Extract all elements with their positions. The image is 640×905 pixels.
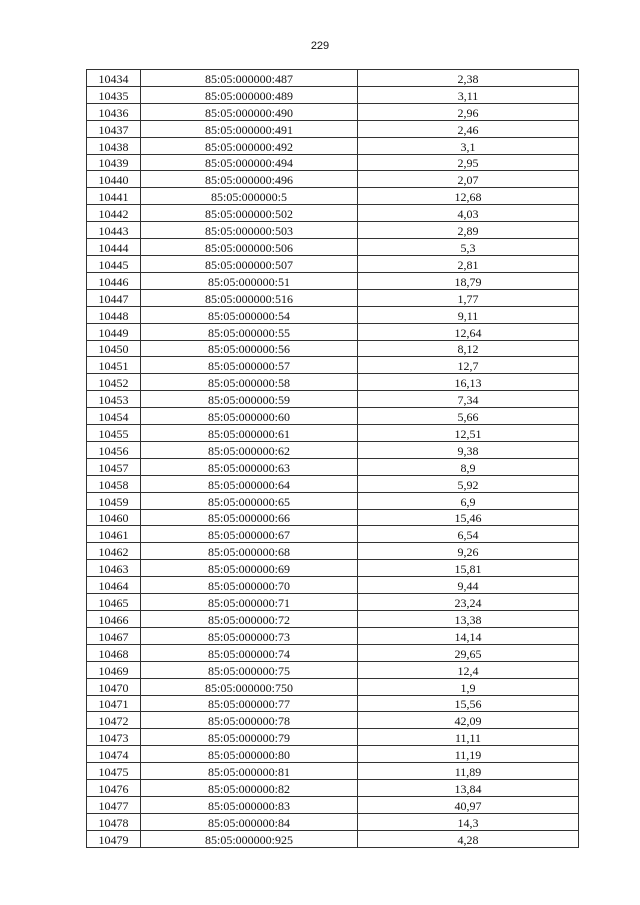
- table-row: [87, 357, 579, 374]
- area-value-cell: 4,28: [358, 830, 579, 847]
- area-value-cell: 5,3: [358, 239, 579, 256]
- table-row: [87, 120, 579, 137]
- table-row: [87, 661, 579, 678]
- table-row: [87, 86, 579, 103]
- row-number-cell: 10461: [87, 526, 141, 543]
- row-number-cell: 10478: [87, 813, 141, 830]
- table-row: [87, 205, 579, 222]
- table-row: [87, 323, 579, 340]
- area-value-cell: 2,38: [358, 70, 579, 87]
- area-value-cell: 12,7: [358, 357, 579, 374]
- table-row: [87, 611, 579, 628]
- registry-table: [86, 69, 579, 848]
- table-row: [87, 813, 579, 830]
- cadastral-number-cell: 85:05:000000:487: [141, 70, 358, 87]
- cadastral-number-cell: 85:05:000000:74: [141, 644, 358, 661]
- table-row: [87, 526, 579, 543]
- area-value-cell: 14,14: [358, 627, 579, 644]
- cadastral-number-cell: 85:05:000000:55: [141, 323, 358, 340]
- area-value-cell: 9,11: [358, 306, 579, 323]
- cadastral-number-cell: 85:05:000000:491: [141, 120, 358, 137]
- cadastral-number-cell: 85:05:000000:67: [141, 526, 358, 543]
- area-value-cell: 9,26: [358, 543, 579, 560]
- cadastral-number-cell: 85:05:000000:57: [141, 357, 358, 374]
- row-number-cell: 10467: [87, 627, 141, 644]
- table-row: [87, 103, 579, 120]
- cadastral-number-cell: 85:05:000000:78: [141, 712, 358, 729]
- row-number-cell: 10463: [87, 560, 141, 577]
- area-value-cell: 2,96: [358, 103, 579, 120]
- cadastral-number-cell: 85:05:000000:71: [141, 594, 358, 611]
- area-value-cell: 2,81: [358, 255, 579, 272]
- cadastral-number-cell: 85:05:000000:507: [141, 255, 358, 272]
- row-number-cell: 10476: [87, 780, 141, 797]
- table-row: [87, 729, 579, 746]
- area-value-cell: 12,51: [358, 425, 579, 442]
- area-value-cell: 5,92: [358, 475, 579, 492]
- row-number-cell: 10442: [87, 205, 141, 222]
- row-number-cell: 10445: [87, 255, 141, 272]
- area-value-cell: 12,68: [358, 188, 579, 205]
- row-number-cell: 10449: [87, 323, 141, 340]
- cadastral-number-cell: 85:05:000000:58: [141, 374, 358, 391]
- row-number-cell: 10456: [87, 441, 141, 458]
- area-value-cell: 7,34: [358, 391, 579, 408]
- area-value-cell: 15,81: [358, 560, 579, 577]
- row-number-cell: 10471: [87, 695, 141, 712]
- cadastral-number-cell: 85:05:000000:80: [141, 746, 358, 763]
- area-value-cell: 11,89: [358, 763, 579, 780]
- area-value-cell: 9,44: [358, 577, 579, 594]
- area-value-cell: 18,79: [358, 272, 579, 289]
- table-row: [87, 458, 579, 475]
- cadastral-number-cell: 85:05:000000:61: [141, 425, 358, 442]
- row-number-cell: 10451: [87, 357, 141, 374]
- area-value-cell: 2,46: [358, 120, 579, 137]
- area-value-cell: 11,19: [358, 746, 579, 763]
- table-row: [87, 171, 579, 188]
- cadastral-number-cell: 85:05:000000:489: [141, 86, 358, 103]
- cadastral-number-cell: 85:05:000000:84: [141, 813, 358, 830]
- table-row: [87, 441, 579, 458]
- row-number-cell: 10470: [87, 678, 141, 695]
- area-value-cell: 12,4: [358, 661, 579, 678]
- cadastral-number-cell: 85:05:000000:516: [141, 289, 358, 306]
- cadastral-number-cell: 85:05:000000:750: [141, 678, 358, 695]
- row-number-cell: 10444: [87, 239, 141, 256]
- table-row: [87, 188, 579, 205]
- table-row: [87, 137, 579, 154]
- cadastral-number-cell: 85:05:000000:51: [141, 272, 358, 289]
- table-row: [87, 644, 579, 661]
- row-number-cell: 10473: [87, 729, 141, 746]
- cadastral-number-cell: 85:05:000000:62: [141, 441, 358, 458]
- row-number-cell: 10466: [87, 611, 141, 628]
- row-number-cell: 10468: [87, 644, 141, 661]
- table-row: [87, 492, 579, 509]
- area-value-cell: 40,97: [358, 796, 579, 813]
- cadastral-number-cell: 85:05:000000:506: [141, 239, 358, 256]
- area-value-cell: 8,12: [358, 340, 579, 357]
- row-number-cell: 10458: [87, 475, 141, 492]
- cadastral-number-cell: 85:05:000000:72: [141, 611, 358, 628]
- row-number-cell: 10464: [87, 577, 141, 594]
- cadastral-number-cell: 85:05:000000:54: [141, 306, 358, 323]
- area-value-cell: 15,56: [358, 695, 579, 712]
- area-value-cell: 1,9: [358, 678, 579, 695]
- table-row: [87, 306, 579, 323]
- row-number-cell: 10479: [87, 830, 141, 847]
- cadastral-number-cell: 85:05:000000:77: [141, 695, 358, 712]
- row-number-cell: 10462: [87, 543, 141, 560]
- table-row: [87, 408, 579, 425]
- area-value-cell: 2,89: [358, 222, 579, 239]
- area-value-cell: 42,09: [358, 712, 579, 729]
- table-row: [87, 796, 579, 813]
- table-row: [87, 577, 579, 594]
- area-value-cell: 2,07: [358, 171, 579, 188]
- table-row: [87, 154, 579, 171]
- table-row: [87, 830, 579, 847]
- table-row: [87, 780, 579, 797]
- table-row: [87, 391, 579, 408]
- table-row: [87, 374, 579, 391]
- table-row: [87, 695, 579, 712]
- table-row: [87, 509, 579, 526]
- cadastral-number-cell: 85:05:000000:925: [141, 830, 358, 847]
- row-number-cell: 10453: [87, 391, 141, 408]
- table-row: [87, 255, 579, 272]
- area-value-cell: 3,11: [358, 86, 579, 103]
- table-row: [87, 594, 579, 611]
- cadastral-number-cell: 85:05:000000:79: [141, 729, 358, 746]
- row-number-cell: 10443: [87, 222, 141, 239]
- row-number-cell: 10460: [87, 509, 141, 526]
- cadastral-number-cell: 85:05:000000:60: [141, 408, 358, 425]
- table-row: [87, 543, 579, 560]
- table-row: [87, 239, 579, 256]
- cadastral-number-cell: 85:05:000000:56: [141, 340, 358, 357]
- cadastral-number-cell: 85:05:000000:66: [141, 509, 358, 526]
- cadastral-number-cell: 85:05:000000:82: [141, 780, 358, 797]
- table-row: [87, 746, 579, 763]
- table-row: [87, 475, 579, 492]
- row-number-cell: 10448: [87, 306, 141, 323]
- cadastral-number-cell: 85:05:000000:73: [141, 627, 358, 644]
- area-value-cell: 6,9: [358, 492, 579, 509]
- cadastral-number-cell: 85:05:000000:64: [141, 475, 358, 492]
- cadastral-number-cell: 85:05:000000:502: [141, 205, 358, 222]
- area-value-cell: 1,77: [358, 289, 579, 306]
- row-number-cell: 10475: [87, 763, 141, 780]
- area-value-cell: 11,11: [358, 729, 579, 746]
- cadastral-number-cell: 85:05:000000:81: [141, 763, 358, 780]
- cadastral-number-cell: 85:05:000000:75: [141, 661, 358, 678]
- cadastral-number-cell: 85:05:000000:5: [141, 188, 358, 205]
- row-number-cell: 10455: [87, 425, 141, 442]
- area-value-cell: 13,38: [358, 611, 579, 628]
- area-value-cell: 6,54: [358, 526, 579, 543]
- area-value-cell: 12,64: [358, 323, 579, 340]
- cadastral-number-cell: 85:05:000000:68: [141, 543, 358, 560]
- table-row: [87, 272, 579, 289]
- table-row: [87, 340, 579, 357]
- row-number-cell: 10477: [87, 796, 141, 813]
- table-row: [87, 70, 579, 87]
- row-number-cell: 10446: [87, 272, 141, 289]
- row-number-cell: 10440: [87, 171, 141, 188]
- cadastral-number-cell: 85:05:000000:503: [141, 222, 358, 239]
- area-value-cell: 9,38: [358, 441, 579, 458]
- area-value-cell: 4,03: [358, 205, 579, 222]
- cadastral-number-cell: 85:05:000000:494: [141, 154, 358, 171]
- cadastral-number-cell: 85:05:000000:63: [141, 458, 358, 475]
- area-value-cell: 8,9: [358, 458, 579, 475]
- area-value-cell: 5,66: [358, 408, 579, 425]
- row-number-cell: 10457: [87, 458, 141, 475]
- cadastral-number-cell: 85:05:000000:70: [141, 577, 358, 594]
- table-row: [87, 222, 579, 239]
- row-number-cell: 10459: [87, 492, 141, 509]
- cadastral-number-cell: 85:05:000000:490: [141, 103, 358, 120]
- row-number-cell: 10454: [87, 408, 141, 425]
- area-value-cell: 2,95: [358, 154, 579, 171]
- area-value-cell: 23,24: [358, 594, 579, 611]
- row-number-cell: 10474: [87, 746, 141, 763]
- table-row: [87, 289, 579, 306]
- table-row: [87, 425, 579, 442]
- row-number-cell: 10469: [87, 661, 141, 678]
- table-row: [87, 678, 579, 695]
- row-number-cell: 10447: [87, 289, 141, 306]
- row-number-cell: 10465: [87, 594, 141, 611]
- area-value-cell: 15,46: [358, 509, 579, 526]
- cadastral-number-cell: 85:05:000000:492: [141, 137, 358, 154]
- area-value-cell: 14,3: [358, 813, 579, 830]
- table-row: [87, 763, 579, 780]
- cadastral-number-cell: 85:05:000000:83: [141, 796, 358, 813]
- row-number-cell: 10435: [87, 86, 141, 103]
- area-value-cell: 16,13: [358, 374, 579, 391]
- area-value-cell: 13,84: [358, 780, 579, 797]
- row-number-cell: 10439: [87, 154, 141, 171]
- page-number: 229: [310, 40, 330, 52]
- row-number-cell: 10452: [87, 374, 141, 391]
- cadastral-number-cell: 85:05:000000:65: [141, 492, 358, 509]
- area-value-cell: 3,1: [358, 137, 579, 154]
- table-row: [87, 712, 579, 729]
- row-number-cell: 10438: [87, 137, 141, 154]
- row-number-cell: 10450: [87, 340, 141, 357]
- table-row: [87, 627, 579, 644]
- row-number-cell: 10441: [87, 188, 141, 205]
- table-body: [87, 70, 579, 848]
- cadastral-number-cell: 85:05:000000:69: [141, 560, 358, 577]
- cadastral-number-cell: 85:05:000000:496: [141, 171, 358, 188]
- row-number-cell: 10434: [87, 70, 141, 87]
- row-number-cell: 10436: [87, 103, 141, 120]
- row-number-cell: 10472: [87, 712, 141, 729]
- area-value-cell: 29,65: [358, 644, 579, 661]
- table-row: [87, 560, 579, 577]
- row-number-cell: 10437: [87, 120, 141, 137]
- cadastral-number-cell: 85:05:000000:59: [141, 391, 358, 408]
